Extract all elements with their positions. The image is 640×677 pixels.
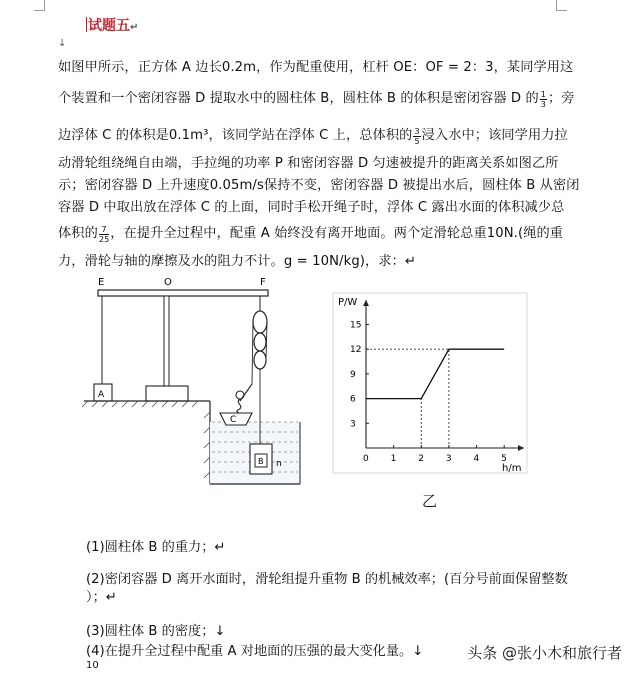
label-C: C xyxy=(230,415,237,425)
label-B: B xyxy=(258,457,264,466)
y-tick-label: 12 xyxy=(350,345,362,356)
question-1: (1)圆柱体 B 的重力；↵ xyxy=(86,540,226,555)
y-tick-label: 6 xyxy=(350,394,356,405)
y-axis-arrow xyxy=(363,300,369,306)
empty-line-mark: ↓ xyxy=(58,38,67,49)
label-O: O xyxy=(164,277,172,288)
body-line-3-text: 边浮体 C 的体积是0.1m³，该同学站在浮体 C 上，总体积的 xyxy=(58,128,413,143)
body-line-8: 力，滑轮与轴的摩擦及水的阻力不计。g = 10N/kg)，求：↵ xyxy=(58,254,417,269)
question-2-tail: ）；↵ xyxy=(86,590,117,605)
fraction-three-fifths xyxy=(413,127,420,146)
question-3: (3)圆柱体 B 的密度；↓ xyxy=(86,624,226,639)
fraction-numerator: 7 xyxy=(99,225,109,235)
body-line-2-text: 个装置和一个密闭容器 D 提取水中的圆柱体 B，圆柱体 B 的体积是密闭容器 D 的 xyxy=(58,91,539,106)
ground-hatch xyxy=(82,401,210,478)
body-line-3 xyxy=(58,124,568,146)
paragraph-mark: ↵ xyxy=(130,22,139,33)
body-line-4: 动滑轮组绕绳自由端，手拉绳的功率 P 和密闭容器 D 匀速被提升的距离关系如图乙所 xyxy=(58,156,559,171)
body-line-7 xyxy=(58,222,563,244)
fraction-denominator: 25 xyxy=(98,235,110,244)
x-tick-label: 5 xyxy=(501,454,507,464)
x-tick-label: 0 xyxy=(363,454,369,464)
body-line-3-tail: 浸入水中；该同学用力拉 xyxy=(421,128,568,143)
person-figure xyxy=(236,384,252,413)
body-line-7-tail: ，在提升全过程中，配重 A 始终没有离开地面。两个定滑轮总重10N.(绳的重 xyxy=(110,226,564,241)
title-text: 试题五 xyxy=(88,18,130,34)
x-axis-label: h/m xyxy=(502,463,522,474)
fraction-numerator: 3 xyxy=(414,127,420,136)
movable-pulley xyxy=(254,333,266,351)
power-line-series xyxy=(366,349,504,398)
x-axis-arrow xyxy=(518,445,524,451)
fixed-pulley-2 xyxy=(254,351,266,369)
y-axis-label: P/W xyxy=(338,297,358,308)
fraction-one-third xyxy=(540,90,547,109)
body-line-6: 容器 D 中取出放在浮体 C 的上面，同时手松开绳子时，浮体 C 露出水面的体积减少总 xyxy=(58,200,565,215)
corner-mark-tr xyxy=(556,0,567,11)
fraction-numerator: 1 xyxy=(540,90,546,99)
figure-caption: 乙 xyxy=(422,492,438,510)
body-line-7-text: 体积的 xyxy=(58,226,98,241)
trailing-note: 10 xyxy=(86,660,99,671)
label-E: E xyxy=(98,277,105,288)
body-line-1: 如图甲所示，正方体 A 边长0.2m，作为配重使用，杠杆 OE：OF = 2：3，某同学用这 xyxy=(58,60,574,75)
fixed-pulley-1 xyxy=(253,311,267,333)
label-F: F xyxy=(260,277,266,288)
x-tick-label: 1 xyxy=(390,454,397,464)
question-4: (4)在提升全过程中配重 A 对地面的压强的最大变化量。↓ xyxy=(86,644,424,659)
apparatus-figure xyxy=(80,272,310,492)
text-cursor xyxy=(86,17,87,32)
body-line-2-tail: ；旁 xyxy=(547,91,575,106)
chart-ticks xyxy=(350,320,507,464)
label-n: n xyxy=(276,459,282,469)
lever-bar xyxy=(98,290,268,296)
watermark: 头条 @张小木和旅行者 xyxy=(467,644,622,662)
body-line-2 xyxy=(58,87,575,109)
fulcrum-post xyxy=(164,296,169,386)
x-tick-label: 2 xyxy=(418,454,425,464)
fraction-seven-25 xyxy=(99,225,109,244)
x-tick-label: 3 xyxy=(445,454,452,464)
x-tick-label: 4 xyxy=(473,454,480,464)
chart-axes xyxy=(363,300,524,451)
fulcrum-base xyxy=(146,386,188,401)
y-tick-label: 3 xyxy=(350,419,356,430)
question-2: (2)密闭容器 D 离开水面时，滑轮组提升重物 B 的机械效率；(百分号前面保留整数 xyxy=(86,572,568,587)
problem-title xyxy=(86,15,138,35)
label-A: A xyxy=(98,390,105,400)
fraction-denominator: 5 xyxy=(414,137,420,146)
body-line-5: 示；密闭容器 D 上升速度0.05m/s保持不变，密闭容器 D 被提出水后，圆柱体 B 从密闭 xyxy=(58,178,580,193)
power-height-chart xyxy=(330,290,530,480)
corner-mark-tl xyxy=(34,0,45,11)
y-tick-label: 15 xyxy=(350,320,362,331)
y-tick-label: 9 xyxy=(350,369,356,380)
fraction-denominator: 3 xyxy=(540,100,546,109)
chart-series xyxy=(366,349,504,398)
